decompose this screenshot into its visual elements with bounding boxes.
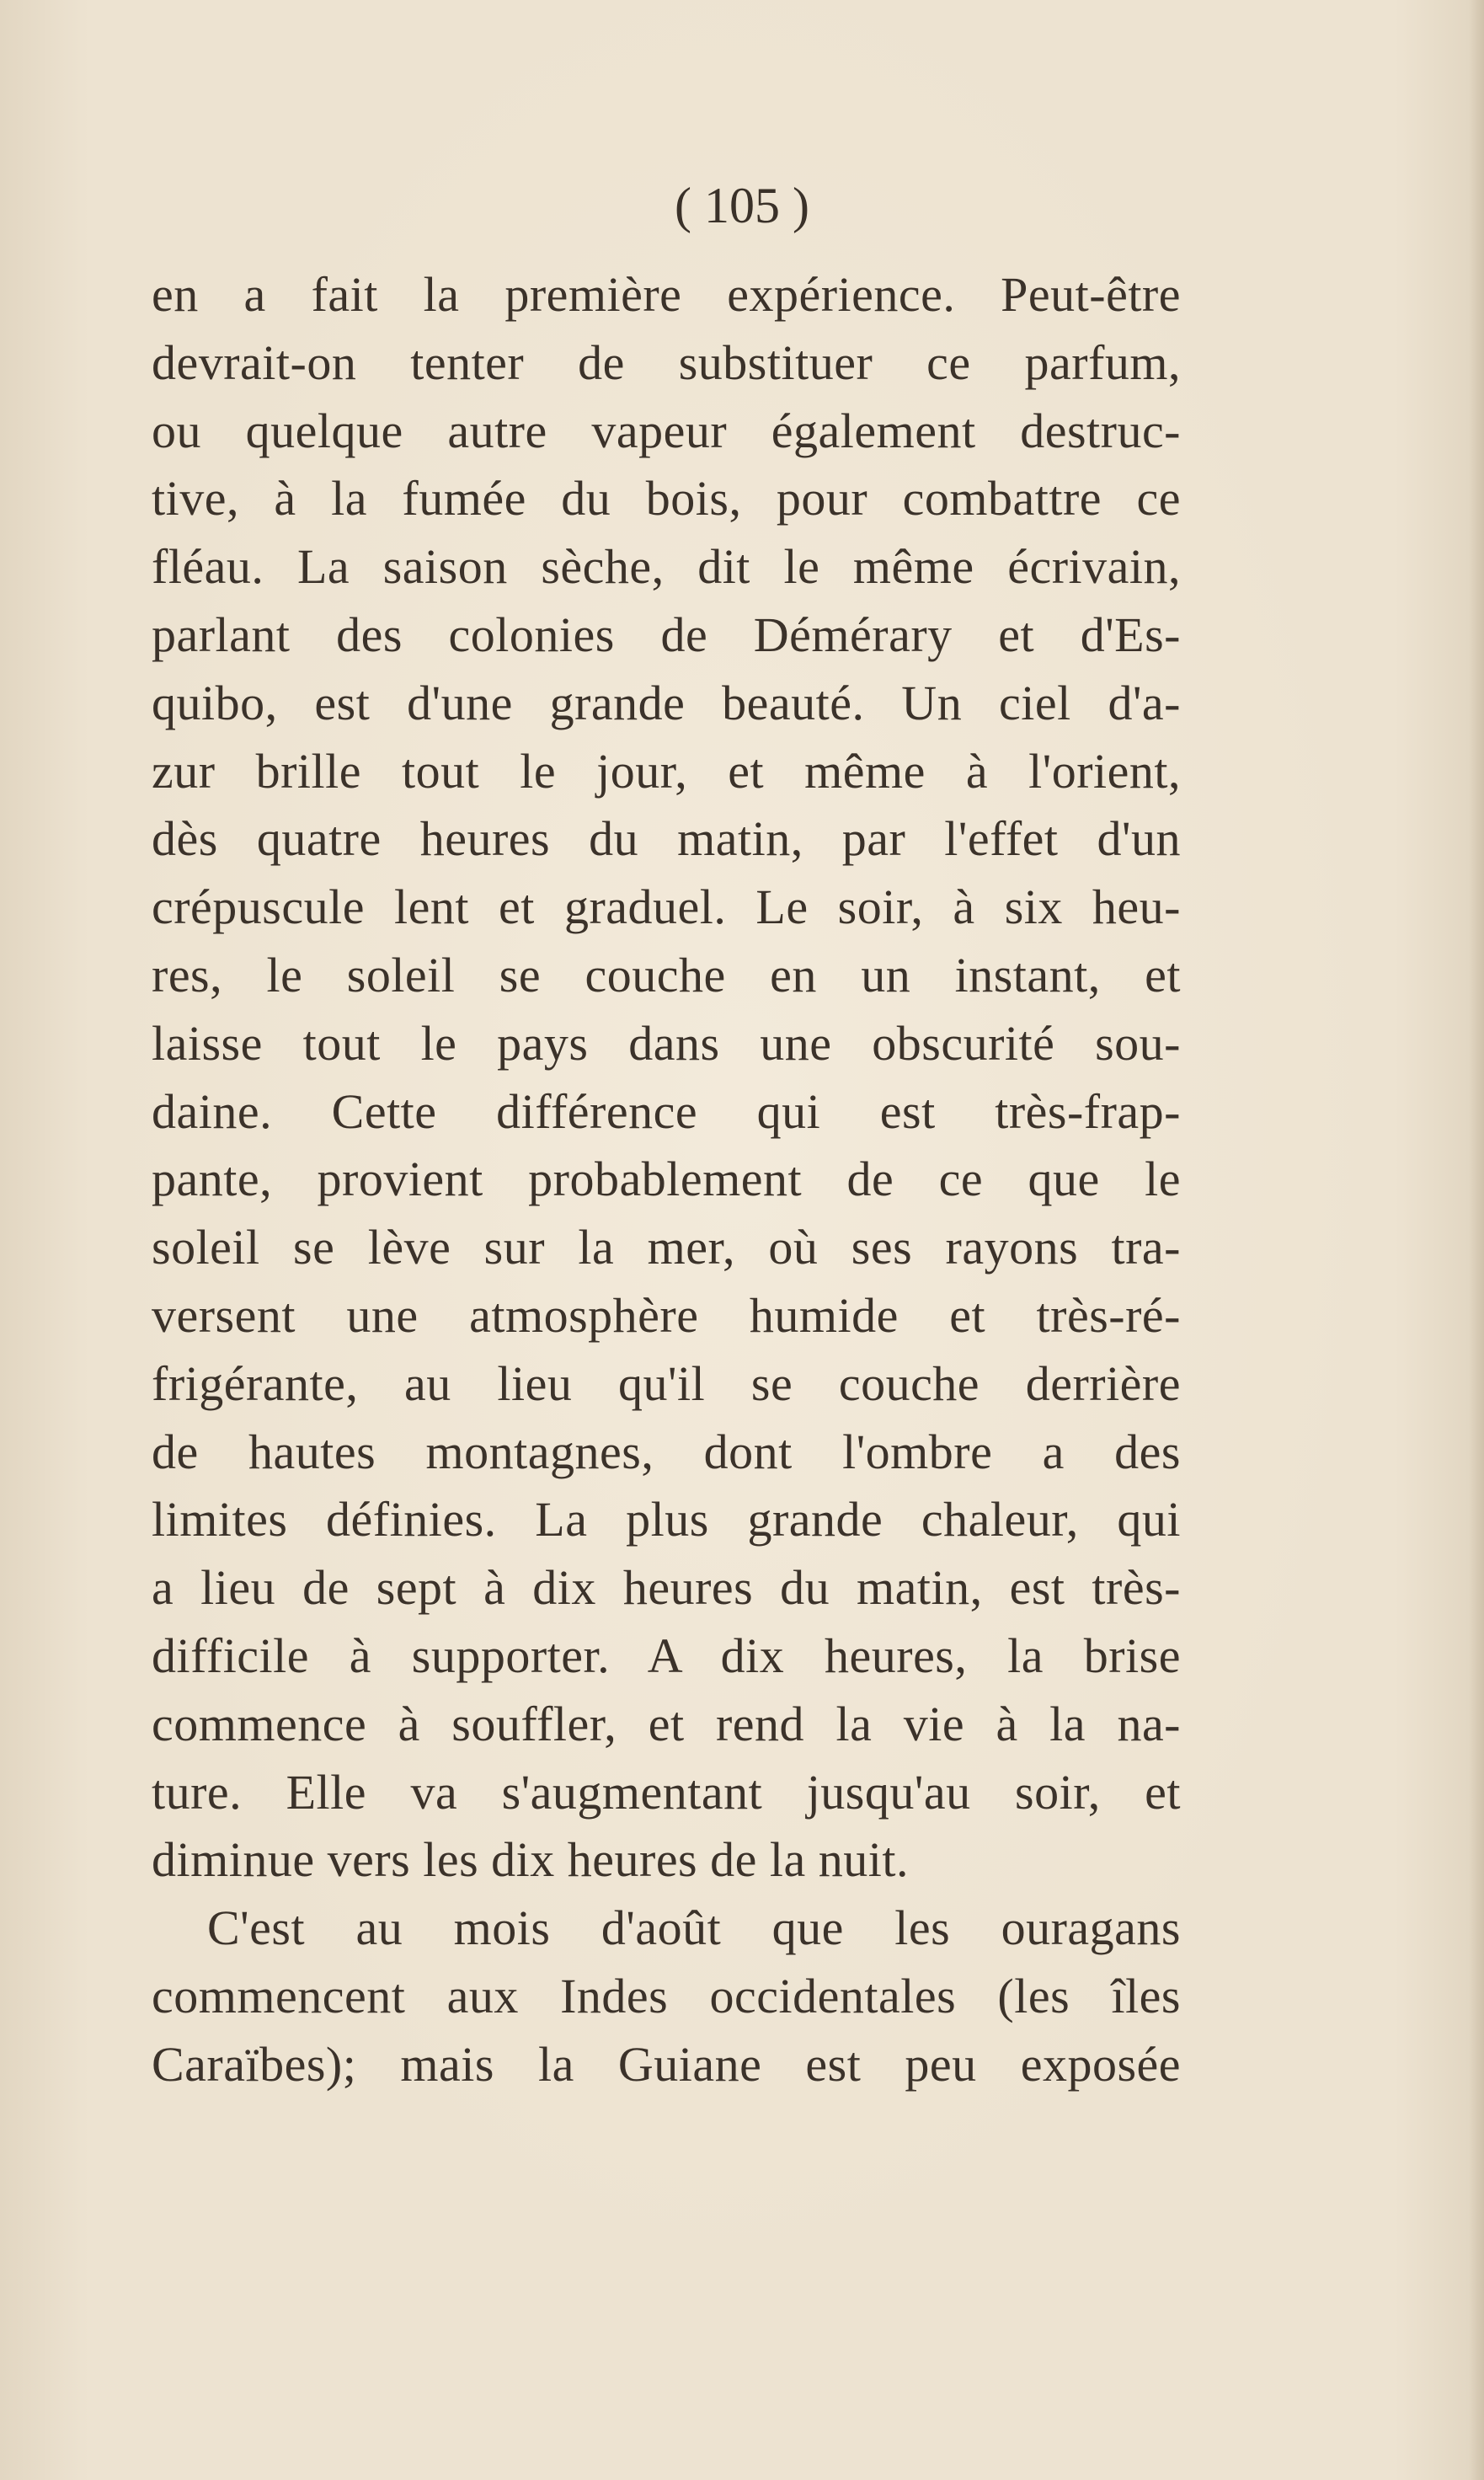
text-line: limites définies. La plus grande chaleur, qui xyxy=(152,1492,1181,1547)
text-line: a lieu de sept à dix heures du matin, est très- xyxy=(152,1560,1181,1616)
text-line: laisse tout le pays dans une obscurité sou- xyxy=(152,1015,1181,1071)
text-line: versent une atmosphère humide et très-ré- xyxy=(152,1287,1181,1343)
text-line: dès quatre heures du matin, par l'effet d'un xyxy=(152,811,1181,867)
text-line: C'est au mois d'août que les ouragans xyxy=(207,1900,1181,1956)
text-line: frigérante, au lieu qu'il se couche derrière xyxy=(152,1355,1181,1411)
text-line: de hautes montagnes, dont l'ombre a des xyxy=(152,1424,1181,1479)
body-text xyxy=(152,261,1181,2099)
text-line: pante, provient probablement de ce que le xyxy=(152,1152,1181,1207)
text-line: commence à souffler, et rend la vie à la na- xyxy=(152,1696,1181,1751)
text-line: tive, à la fumée du bois, pour combattre ce xyxy=(152,471,1181,526)
text-line: parlant des colonies de Démérary et d'Es- xyxy=(152,607,1181,662)
text-line: diminue vers les dix heures de la nuit. xyxy=(152,1832,909,1888)
text-line: en a fait la première expérience. Peut-être xyxy=(152,267,1181,322)
text-line: fléau. La saison sèche, dit le même écrivain, xyxy=(152,539,1181,595)
text-line: quibo, est d'une grande beauté. Un ciel d'a- xyxy=(152,675,1181,730)
text-line: crépuscule lent et graduel. Le soir, à six heu- xyxy=(152,879,1181,935)
text-line: daine. Cette différence qui est très-frap- xyxy=(152,1083,1181,1139)
text-line: res, le soleil se couche en un instant, et xyxy=(152,947,1181,1002)
text-line: devrait-on tenter de substituer ce parfum, xyxy=(152,334,1181,390)
text-line: commencent aux Indes occidentales (les îles xyxy=(152,1968,1181,2023)
paragraph xyxy=(152,1895,1181,2098)
page-edge-shadow xyxy=(1469,0,1484,2480)
page-number: ( 105 ) xyxy=(675,178,809,233)
text-line: Caraïbes); mais la Guiane est peu exposée xyxy=(152,2036,1181,2092)
paragraph xyxy=(152,261,1181,1895)
text-line: ou quelque autre vapeur également destruc- xyxy=(152,403,1181,458)
text-line: soleil se lève sur la mer, où ses rayons tra- xyxy=(152,1220,1181,1275)
text-line: ture. Elle va s'augmentant jusqu'au soir, et xyxy=(152,1764,1181,1820)
text-line: difficile à supporter. A dix heures, la brise xyxy=(152,1628,1181,1683)
text-line: zur brille tout le jour, et même à l'orient, xyxy=(152,743,1181,799)
